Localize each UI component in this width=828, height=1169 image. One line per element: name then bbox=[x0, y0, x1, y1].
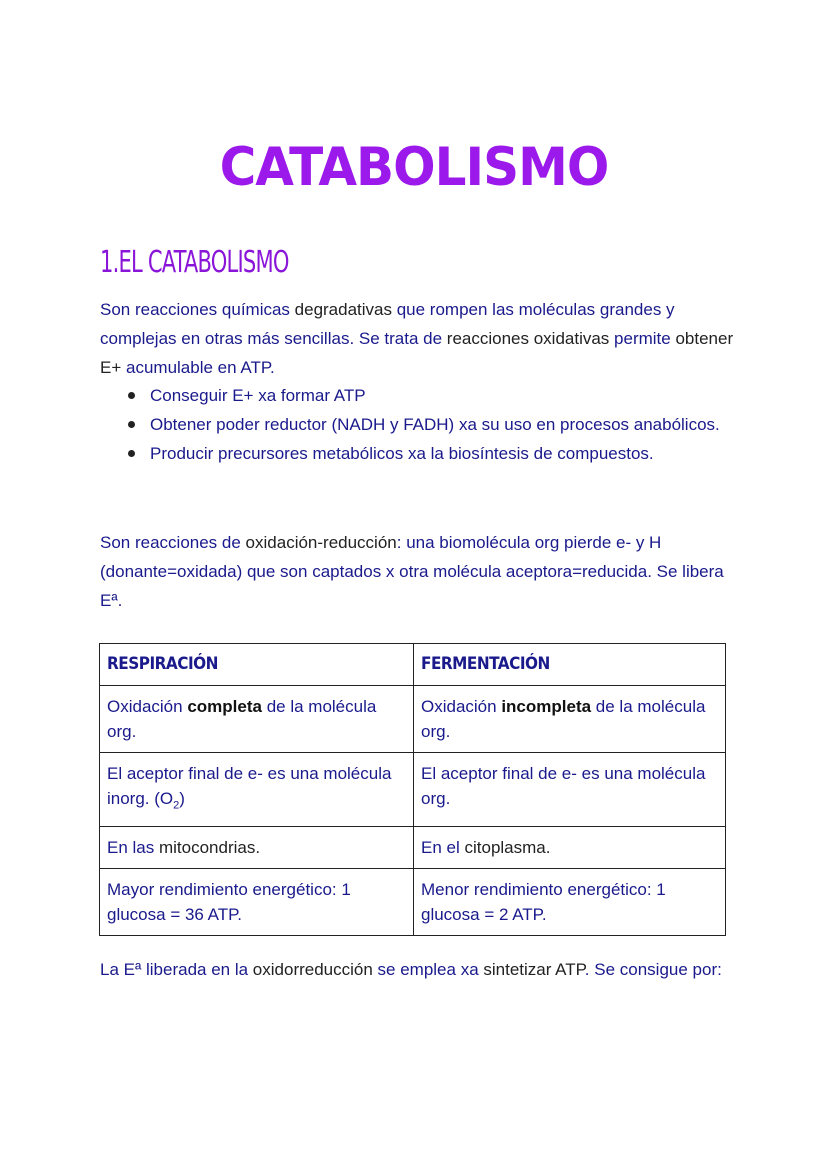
cell-text: En el bbox=[421, 838, 465, 858]
cell-bold-text: completa bbox=[187, 697, 262, 716]
closing-text-2: oxidorreducción bbox=[252, 960, 373, 979]
cell-text: citoplasma. bbox=[464, 838, 551, 858]
redox-paragraph bbox=[100, 528, 740, 615]
intro-text-3: que rompen las moléculas grandes y complejas en otras más sencillas. Se trata de bbox=[100, 300, 675, 348]
page-title: CATABOLISMO bbox=[219, 136, 609, 198]
list-item-text: Conseguir E+ xa formar ATP bbox=[150, 386, 366, 405]
objectives-list bbox=[100, 381, 740, 468]
intro-text-5: permite bbox=[609, 329, 676, 348]
cell-text: mitocondrias. bbox=[158, 838, 261, 858]
cell-text: En las bbox=[107, 838, 159, 858]
cell-subscript: 2 bbox=[173, 799, 180, 812]
cell-text: Oxidación bbox=[107, 697, 188, 716]
intro-text-4: reacciones oxidativas bbox=[446, 329, 610, 348]
redox-text-1: Son reacciones de bbox=[100, 533, 246, 552]
intro-text-1: Son reacciones químicas bbox=[100, 300, 295, 319]
closing-text-1: La Eª liberada en la bbox=[100, 960, 253, 979]
table-header-row bbox=[100, 644, 726, 686]
bullet-icon bbox=[128, 421, 135, 428]
section-heading: 1.EL CATABOLISMO bbox=[100, 245, 289, 280]
closing-text-5: . Se consigue por: bbox=[584, 960, 722, 979]
closing-paragraph bbox=[100, 955, 740, 984]
cell-text: Menor rendimiento energético: 1 glucosa = 2 ATP. bbox=[421, 880, 666, 925]
table-cell bbox=[414, 753, 726, 827]
table-cell bbox=[100, 686, 414, 753]
intro-text-6: obtener E+ bbox=[100, 329, 734, 377]
cell-bold-text: incompleta bbox=[501, 697, 592, 716]
redox-text-2: oxidación-reducción bbox=[245, 533, 397, 552]
table-cell bbox=[100, 827, 414, 869]
intro-text-7: acumulable en ATP. bbox=[121, 358, 275, 377]
closing-text-4: sintetizar ATP bbox=[483, 960, 585, 979]
table-cell bbox=[100, 869, 414, 936]
table-cell bbox=[414, 827, 726, 869]
cell-text: El aceptor final de e- es una molécula inorg. (O bbox=[107, 764, 392, 808]
list-item bbox=[100, 410, 740, 439]
redox-text-3: : una biomolécula org pierde e- y H (donante=oxidada) que son captados x otra molécula aceptora=reducida. Se libera Eª. bbox=[100, 533, 724, 610]
table-row bbox=[100, 686, 726, 753]
cell-text: de la molécula org. bbox=[421, 697, 706, 741]
cell-text: Oxidación bbox=[421, 697, 502, 716]
header-respiracion: RESPIRACIÓN bbox=[100, 644, 414, 686]
cell-text: Mayor rendimiento energético: 1 glucosa = 36 ATP. bbox=[107, 880, 351, 925]
cell-text: de la molécula org. bbox=[107, 697, 377, 741]
list-item-text: Obtener poder reductor (NADH y FADH) xa su uso en procesos anabólicos. bbox=[150, 415, 720, 434]
list-item bbox=[100, 381, 740, 410]
table-cell bbox=[414, 686, 726, 753]
intro-text-2: degradativas bbox=[294, 300, 392, 319]
closing-text-3: se emplea xa bbox=[372, 960, 484, 979]
table-cell bbox=[414, 869, 726, 936]
bullet-icon bbox=[128, 392, 135, 399]
intro-paragraph bbox=[100, 295, 740, 382]
list-item bbox=[100, 439, 740, 468]
comparison-table bbox=[99, 643, 726, 936]
table-cell bbox=[100, 753, 414, 827]
cell-text: El aceptor final de e- es una molécula org. bbox=[421, 764, 706, 808]
cell-text: ) bbox=[179, 789, 185, 808]
header-fermentacion: FERMENTACIÓN bbox=[414, 644, 726, 686]
table-row bbox=[100, 753, 726, 827]
table-row bbox=[100, 827, 726, 869]
bullet-icon bbox=[128, 450, 135, 457]
list-item-text: Producir precursores metabólicos xa la biosíntesis de compuestos. bbox=[150, 444, 654, 463]
table-row bbox=[100, 869, 726, 936]
